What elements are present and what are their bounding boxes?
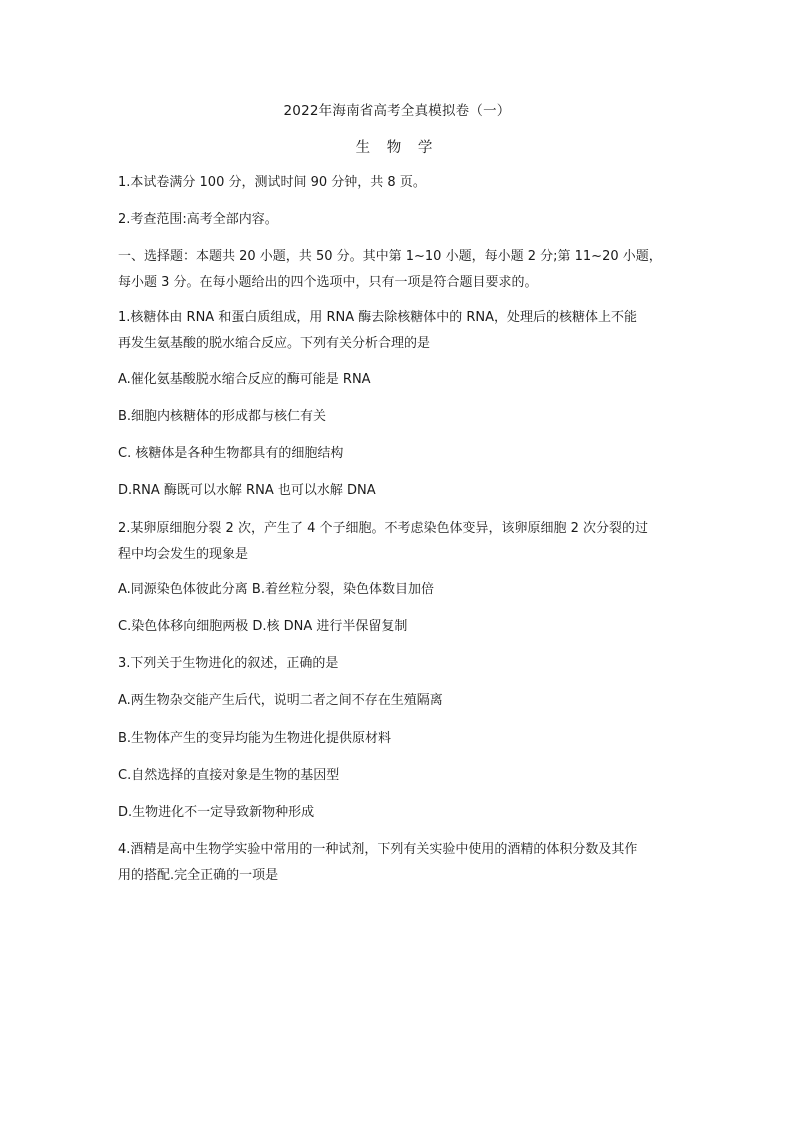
option-text: A.同源染色体彼此分离 B.着丝粒分裂，染色体数目加倍 xyxy=(118,582,434,597)
question-1-option-d xyxy=(118,478,683,504)
option-text: A.催化氨基酸脱水缩合反应的酶可能是 RNA xyxy=(118,372,371,387)
subject-title: 生 物 学 xyxy=(355,140,439,156)
question-4-stem-line-2: 用的搭配.完全正确的一项是 xyxy=(118,868,279,883)
question-1-option-a xyxy=(118,367,683,393)
question-3-option-d xyxy=(118,800,683,826)
option-text: D.生物进化不一定导致新物种形成 xyxy=(118,805,315,820)
question-1-stem xyxy=(118,305,683,357)
section-1-line-1: 一、选择题：本题共 20 小题，共 50 分。其中第 1~10 小题，每小题 2 分;第 11~20 小题， xyxy=(118,249,662,264)
question-1-option-b xyxy=(118,404,683,430)
question-3-stem xyxy=(118,651,683,677)
question-2-stem xyxy=(118,516,683,568)
note-1: 1.本试卷满分 100 分，测试时间 90 分钟，共 8 页。 xyxy=(118,175,426,190)
question-3-stem-line: 3.下列关于生物进化的叙述，正确的是 xyxy=(118,656,339,671)
question-2-stem-line-2: 程中均会发生的现象是 xyxy=(118,547,249,562)
question-1-option-c xyxy=(118,441,683,467)
option-text: B.细胞内核糖体的形成都与核仁有关 xyxy=(118,409,327,424)
option-text: C.自然选择的直接对象是生物的基因型 xyxy=(118,768,340,783)
question-4-stem xyxy=(118,837,683,889)
question-4-stem-line-1: 4.酒精是高中生物学实验中常用的一种试剂，下列有关实验中使用的酒精的体积分数及其作 xyxy=(118,842,638,857)
question-2-stem-line-1: 2.某卵原细胞分裂 2 次，产生了 4 个子细胞。不考虑染色体变异，该卵原细胞 2 次分裂的过 xyxy=(118,521,649,536)
option-text: D.RNA 酶既可以水解 RNA 也可以水解 DNA xyxy=(118,483,376,498)
exam-title: 2022年海南省高考全真模拟卷（一） xyxy=(283,103,511,119)
question-3-option-a xyxy=(118,688,683,714)
question-3-option-c xyxy=(118,763,683,789)
question-2-options-ab xyxy=(118,577,683,603)
question-3-option-b xyxy=(118,726,683,752)
note-2: 2.考查范围:高考全部内容。 xyxy=(118,212,278,227)
section-1-instructions xyxy=(118,244,683,296)
section-1-line-2: 每小题 3 分。在每小题给出的四个选项中，只有一项是符合题目要求的。 xyxy=(118,275,538,290)
question-2-options-cd xyxy=(118,614,683,640)
option-text: C.染色体移向细胞两极 D.核 DNA 进行半保留复制 xyxy=(118,619,408,634)
option-text: B.生物体产生的变异均能为生物进化提供原材料 xyxy=(118,731,392,746)
option-text: C. 核糖体是各种生物都具有的细胞结构 xyxy=(118,446,344,461)
notes-block xyxy=(118,170,683,196)
notes-block-2 xyxy=(118,207,683,233)
option-text: A.两生物杂交能产生后代，说明二者之间不存在生殖隔离 xyxy=(118,693,443,708)
question-1-stem-line-2: 再发生氨基酸的脱水缩合反应。下列有关分析合理的是 xyxy=(118,336,431,351)
question-1-stem-line-1: 1.核糖体由 RNA 和蛋白质组成，用 RNA 酶去除核糖体中的 RNA，处理后的核糖体上不能 xyxy=(118,310,638,325)
